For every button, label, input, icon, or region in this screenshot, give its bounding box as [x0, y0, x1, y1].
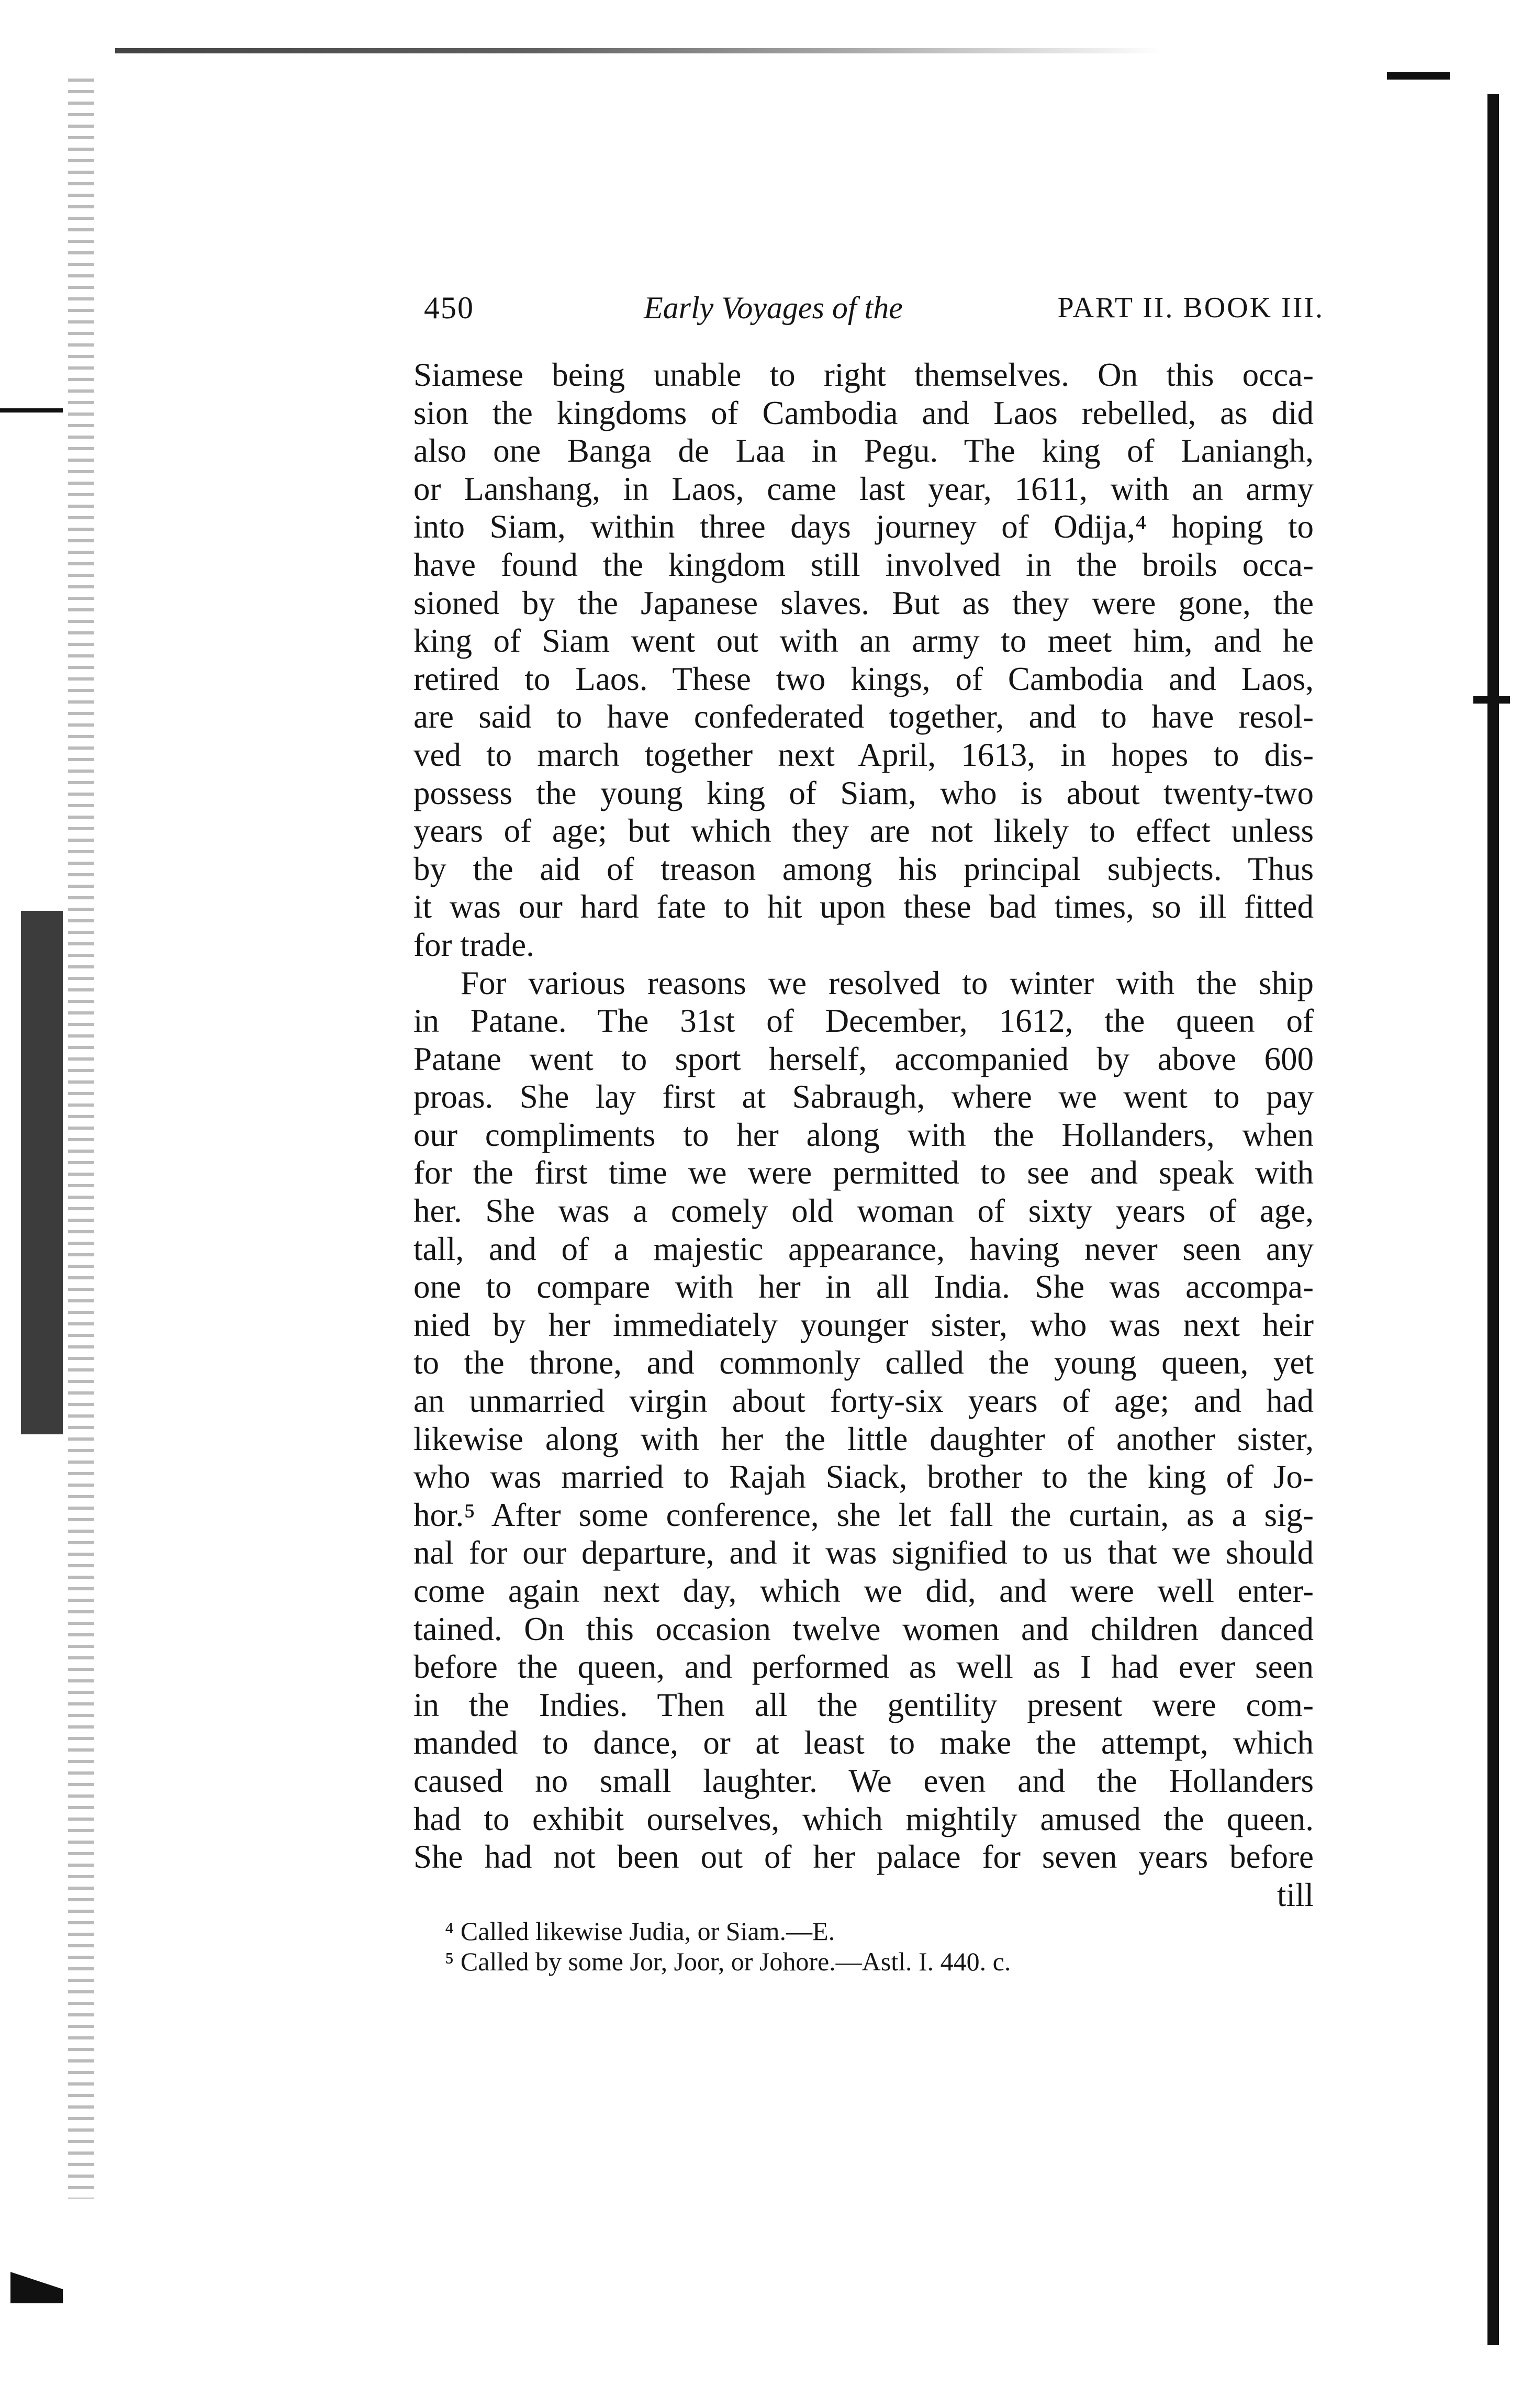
text-line: ved to march together next April, 1613, in hopes to dis- — [413, 736, 1314, 773]
scan-edge-left — [68, 79, 94, 2199]
text-line: proas. She lay first at Sabraugh, where we went to pay — [413, 1078, 1314, 1116]
text-line: by the aid of treason among his principal subjects. Thus — [413, 850, 1314, 887]
part-book-label: PART II. BOOK III. — [1057, 292, 1324, 324]
scan-edge-right — [1487, 94, 1499, 2345]
text-line: Siamese being unable to right themselves. On this occa- — [413, 356, 1314, 393]
text-line: have found the kingdom still involved in the broils occa- — [413, 546, 1314, 583]
text-line: her. She was a comely old woman of sixty years of age, — [413, 1192, 1314, 1230]
text-line: also one Banga de Laa in Pegu. The king of Laniangh, — [413, 432, 1314, 470]
scan-edge-left-mark — [0, 408, 63, 413]
text-line: nied by her immediately younger sister, who was next heir — [413, 1306, 1314, 1343]
text-line: one to compare with her in all India. She was accompa- — [413, 1268, 1314, 1306]
text-line: caused no small laughter. We even and the Hollanders — [413, 1762, 1314, 1799]
scan-edge-mark — [1387, 72, 1450, 80]
text-line: years of age; but which they are not likely to effect unless — [413, 812, 1314, 850]
body-text — [413, 356, 1314, 1914]
footnotes — [445, 1916, 1308, 1977]
text-line: She had not been out of her palace for seven years before — [413, 1838, 1314, 1876]
text-line: Patane went to sport herself, accompanied by above 600 — [413, 1040, 1314, 1077]
text-line: for trade. — [413, 926, 534, 963]
text-line: king of Siam went out with an army to meet him, and he — [413, 622, 1314, 660]
page-number: 450 — [424, 291, 474, 325]
scan-edge-top — [115, 48, 1162, 53]
text-line: an unmarried virgin about forty-six years of age; and had — [413, 1383, 1314, 1420]
text-line: hor.⁵ After some conference, she let fall the curtain, as a sig- — [413, 1496, 1314, 1533]
text-line: nal for our departure, and it was signified to us that we should — [413, 1534, 1314, 1571]
text-line: are said to have confederated together, and to have resol- — [413, 698, 1314, 735]
text-line: likewise along with her the little daughter of another sister, — [413, 1420, 1314, 1457]
text-line: manded to dance, or at least to make the attempt, which — [413, 1724, 1314, 1762]
text-line: in Patane. The 31st of December, 1612, the queen of — [413, 1002, 1314, 1040]
text-line: sioned by the Japanese slaves. But as they were gone, the — [413, 584, 1314, 621]
footnote: ⁵ Called by some Jor, Joor, or Johore.—Astl. I. 440. c. — [445, 1947, 1011, 1976]
running-title: Early Voyages of the — [644, 291, 903, 325]
text-line: before the queen, and performed as well as I had ever seen — [413, 1648, 1314, 1686]
text-line: or Lanshang, in Laos, came last year, 1611, with an army — [413, 470, 1314, 507]
footnote: ⁴ Called likewise Judia, or Siam.—E. — [445, 1916, 835, 1946]
scan-edge-right-notch — [1473, 696, 1510, 704]
text-line: possess the young king of Siam, who is about twenty-two — [413, 774, 1314, 811]
text-line: it was our hard fate to hit upon these bad times, so ill fitted — [413, 888, 1314, 926]
catchword: till — [1277, 1876, 1314, 1913]
running-head — [424, 287, 1324, 329]
text-line: tained. On this occasion twelve women and children danced — [413, 1610, 1314, 1647]
text-line: into Siam, within three days journey of Odija,⁴ hoping to — [413, 508, 1314, 545]
text-line: sion the kingdoms of Cambodia and Laos rebelled, as did — [413, 394, 1314, 431]
text-line: had to exhibit ourselves, which mightily amused the queen. — [413, 1800, 1314, 1837]
text-line: in the Indies. Then all the gentility present were com- — [413, 1686, 1314, 1723]
text-line: to the throne, and commonly called the young queen, yet — [413, 1344, 1314, 1381]
scan-edge-left-bottom — [10, 2272, 63, 2303]
text-line: who was married to Rajah Siack, brother to the king of Jo- — [413, 1458, 1314, 1496]
text-line: retired to Laos. These two kings, of Cambodia and Laos, — [413, 660, 1314, 697]
text-line: For various reasons we resolved to winter with the ship — [461, 964, 1314, 1001]
scan-edge-left-shadow — [21, 911, 63, 1434]
text-line: come again next day, which we did, and were well enter- — [413, 1573, 1314, 1609]
text-line: our compliments to her along with the Hollanders, when — [413, 1116, 1314, 1153]
text-line: for the first time we were permitted to see and speak with — [413, 1154, 1314, 1191]
text-line: tall, and of a majestic appearance, having never seen any — [413, 1230, 1314, 1267]
